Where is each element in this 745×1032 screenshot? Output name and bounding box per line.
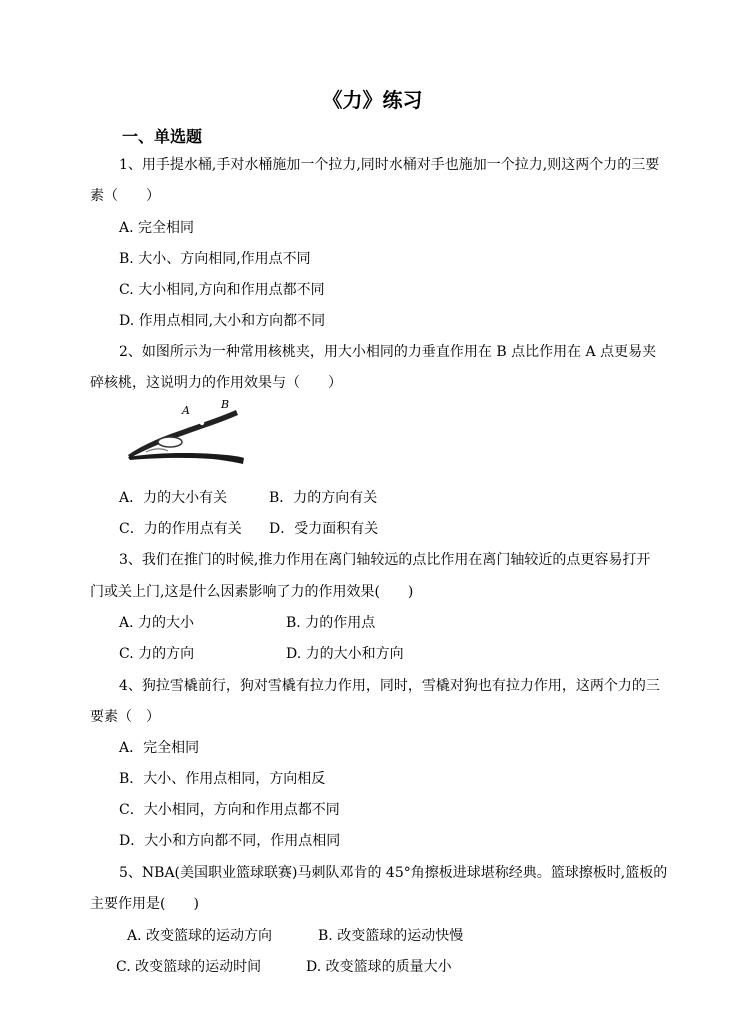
question-2-option-c: C．力的作用点有关 (119, 521, 242, 537)
question-4-option-c: C．大小相同，方向和作用点都不同 (119, 802, 340, 818)
question-1-line-2: 素（ ） (90, 188, 160, 204)
page-title: 《力》练习 (322, 88, 423, 112)
question-1-option-b: B. 大小、方向相同,作用点不同 (119, 251, 311, 267)
question-4-line-2: 要素（ ） (90, 709, 160, 725)
nutcracker-highlight (146, 449, 168, 452)
question-3-option-b: B. 力的作用点 (286, 615, 376, 631)
question-1-option-d: D. 作用点相同,大小和方向都不同 (119, 313, 326, 329)
question-2-option-a: A．力的大小有关 (119, 490, 228, 506)
question-1-option-c: C. 大小相同,方向和作用点都不同 (119, 282, 325, 298)
nutcracker-figure (124, 396, 248, 466)
question-2-option-b: B．力的方向有关 (269, 490, 378, 506)
nutcracker-rivet (200, 421, 204, 425)
question-5-line-2: 主要作用是( ) (90, 896, 199, 912)
question-1-option-a: A. 完全相同 (119, 220, 195, 236)
question-5-option-c: C. 改变篮球的运动时间 (116, 959, 262, 975)
question-5-option-b: B. 改变篮球的运动快慢 (318, 928, 464, 944)
question-5-line-1: 5、NBA(美国职业篮球联赛)马刺队邓肯的 45°角擦板进球堪称经典。篮球擦板时,篮板的 (119, 865, 668, 881)
question-5-option-a: A. 改变篮球的运动方向 (127, 928, 273, 944)
question-2-option-d: D．受力面积有关 (269, 521, 379, 537)
question-4-option-b: B．大小、作用点相同，方向相反 (119, 771, 326, 787)
question-2-line-2: 碎核桃，这说明力的作用效果与（ ） (90, 375, 342, 391)
question-2-line-1: 2、如图所示为一种常用核桃夹，用大小相同的力垂直作用在 B 点比作用在 A 点更易夹 (119, 344, 657, 360)
question-4-option-d: D．大小和方向都不同，作用点相同 (119, 833, 341, 849)
question-3-option-d: D. 力的大小和方向 (286, 646, 404, 662)
figure-label-a: A (182, 404, 190, 417)
section-heading: 一、单选题 (122, 127, 203, 146)
question-1-line-1: 1、用手提水桶,手对水桶施加一个拉力,同时水桶对手也施加一个拉力,则这两个力的三要 (119, 157, 660, 173)
question-4-option-a: A．完全相同 (119, 740, 200, 756)
question-3-option-a: A. 力的大小 (119, 615, 195, 631)
nutcracker-upper-arm (128, 410, 238, 458)
nutcracker-jaw (158, 437, 182, 447)
nutcracker-lower-arm (128, 453, 244, 464)
question-3-line-1: 3、我们在推门的时候,推力作用在离门轴较远的点比作用在离门轴较近的点更容易打开 (119, 552, 651, 568)
question-3-option-c: C. 力的方向 (119, 646, 195, 662)
question-5-option-d: D. 改变篮球的质量大小 (306, 959, 452, 975)
question-4-line-1: 4、狗拉雪橇前行，狗对雪橇有拉力作用，同时，雪橇对狗也有拉力作用，这两个力的三 (119, 678, 660, 694)
figure-label-b: B (221, 398, 230, 411)
question-3-line-2: 门或关上门,这是什么因素影响了力的作用效果( ) (90, 584, 414, 600)
